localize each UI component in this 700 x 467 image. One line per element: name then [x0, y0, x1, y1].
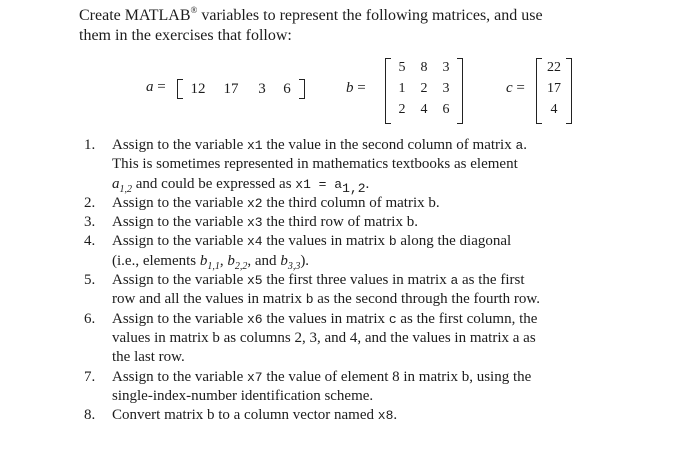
- intro-text-line2: them in the exercises that follow:: [79, 26, 292, 44]
- registered-trademark: ®: [190, 5, 198, 15]
- intro-text-end: variables to represent the following matrices, and use: [197, 7, 543, 24]
- matrix-c-element: 22: [547, 60, 561, 75]
- exercise-item: 6. Assign to the variable x6 the values in matrix c as the first column, the values in matrix b as columns 2, 3, and 4, and the values in matrix a as the last row.: [84, 310, 538, 366]
- matrix-b-label: b =: [346, 80, 366, 96]
- matrix-a-label: a =: [146, 79, 166, 95]
- right-bracket: [566, 58, 572, 124]
- matrix-a-element: 6: [283, 80, 291, 97]
- intro-text-start: Create MATLAB: [79, 7, 191, 24]
- matrix-b-element: 1: [398, 81, 406, 96]
- matrix-b-element: 8: [420, 60, 428, 75]
- matrix-b-element: 2: [398, 102, 406, 117]
- exercise-item: 7. Assign to the variable x7 the value of element 8 in matrix b, using the single-index-number identification scheme.: [84, 368, 532, 404]
- right-bracket: [299, 79, 305, 99]
- intro-paragraph: [79, 6, 654, 45]
- exercise-item: 5. Assign to the variable x5 the first three values in matrix a as the first row and all the values in matrix b as the second through the fourth row.: [84, 272, 540, 308]
- matrix-c-element: 4: [550, 102, 558, 117]
- matrix-c-label: c =: [506, 80, 525, 96]
- exercise-item: 8. Convert matrix b to a column vector named x8.: [84, 407, 398, 424]
- matrix-a-element: 3: [258, 80, 266, 97]
- right-bracket: [457, 58, 463, 124]
- exercise-item: 2. Assign to the variable x2 the third column of matrix b.: [84, 194, 440, 211]
- matrix-a: [177, 80, 305, 98]
- matrix-b-element: 3: [442, 60, 450, 75]
- matrix-a-element: 17: [223, 80, 239, 97]
- matrix-b: [385, 58, 463, 124]
- matrix-c: [536, 58, 572, 124]
- matrix-b-element: 3: [442, 81, 450, 96]
- exercise-item: 3. Assign to the variable x3 the third row of matrix b.: [84, 214, 418, 231]
- matrix-c-element: 17: [547, 81, 561, 96]
- exercise-item: 1. Assign to the variable x1 the value in the second column of matrix a. This is sometimes represented in mathematics textbooks as element $a_{1,2}$ and could be expressed as $x1 = a_{1,2}$.: [84, 137, 528, 196]
- matrix-b-element: 2: [420, 81, 428, 96]
- matrix-b-element: 6: [442, 102, 450, 117]
- matrix-b-element: 4: [420, 102, 428, 117]
- exercise-list: [84, 136, 654, 425]
- exercise-item: 4. Assign to the variable x4 the values in matrix b along the diagonal (i.e., elements $b_{1,1}$, $b_{2,2}$, and $b_{3,3}$).: [84, 233, 512, 272]
- matrix-a-element: 12: [190, 80, 206, 97]
- matrix-b-element: 5: [398, 60, 406, 75]
